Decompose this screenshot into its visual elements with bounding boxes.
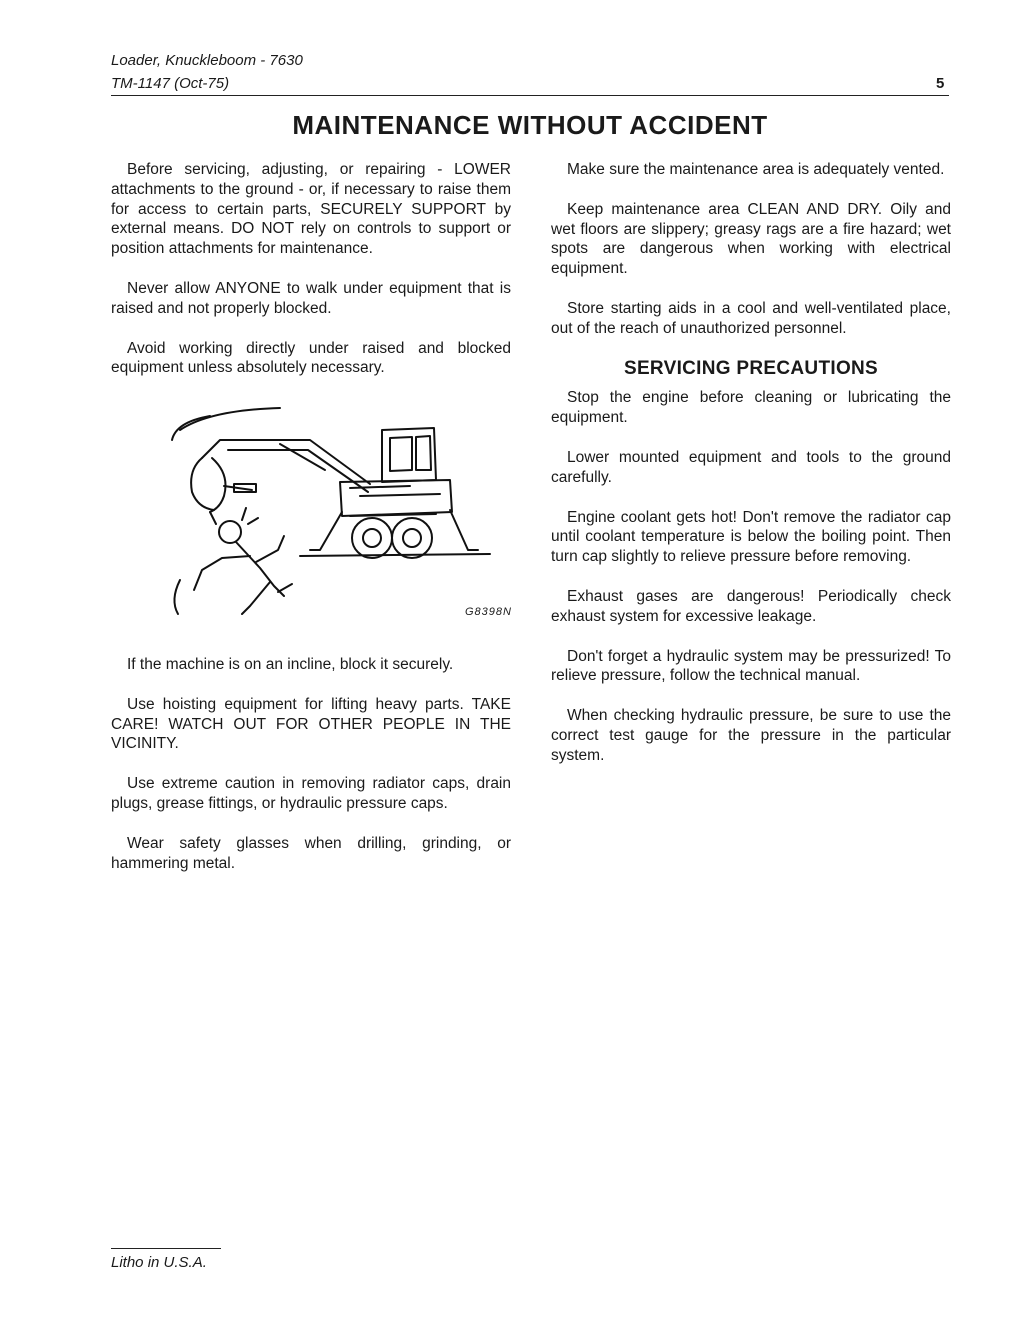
page-title: MAINTENANCE WITHOUT ACCIDENT	[292, 110, 768, 140]
header-divider	[111, 95, 949, 96]
wheel	[352, 518, 392, 558]
paragraph: Never allow ANYONE to walk under equipment that is raised and not properly blocked.	[111, 279, 511, 317]
paragraph: If the machine is on an incline, block it securely.	[127, 656, 454, 673]
paragraph: Use extreme caution in removing radiator caps, drain plugs, grease fittings, or hydraulic pressure caps.	[111, 775, 511, 812]
paragraph: Avoid working directly under raised and blocked equipment unless absolutely necessary.	[111, 339, 511, 377]
paragraph: Lower mounted equipment and tools to the ground carefully.	[551, 448, 951, 486]
header-manual-number: TM-1147 (Oct-75)	[111, 75, 230, 92]
figure-code: G8398N	[465, 606, 512, 618]
paragraph: Exhaust gases are dangerous! Periodically check exhaust system for excessive leakage.	[551, 587, 951, 625]
paragraph: Engine coolant gets hot! Don't remove the radiator cap until coolant temperature is below the boiling point. Then turn cap slightly to relieve pressure before removing.	[551, 508, 951, 566]
outrigger	[310, 512, 342, 550]
machine-body	[340, 480, 452, 516]
section-heading: SERVICING PRECAUTIONS	[623, 357, 879, 379]
right-column	[551, 160, 951, 786]
paragraph: Stop the engine before cleaning or lubricating the equipment.	[551, 389, 951, 427]
paragraph: Wear safety glasses when drilling, grinding, or hammering metal.	[111, 834, 511, 872]
person-head	[219, 521, 241, 543]
left-column-lower	[111, 655, 511, 893]
outrigger	[450, 510, 478, 550]
paragraph: Store starting aids in a cool and well-ventilated place, out of the reach of unauthorized personnel.	[551, 299, 951, 337]
left-column	[111, 160, 511, 398]
paragraph: Before servicing, adjusting, or repairing - LOWER attachments to the ground - or, if necessary to raise them for access to certain parts, SECURELY SUPPORT by external means. DO NOT rely on controls to support or position attachments for maintenance.	[111, 161, 511, 258]
paragraph: When checking hydraulic pressure, be sure to use the correct test gauge for the pressure in the particular system.	[551, 707, 951, 764]
footer-divider	[111, 1248, 221, 1249]
grapple	[191, 458, 214, 510]
header-document-title: Loader, Knuckleboom - 7630	[111, 52, 303, 69]
ground-line	[300, 554, 490, 556]
page-number: 5	[936, 75, 945, 92]
paragraph: Don't forget a hydraulic system may be pressurized! To relieve pressure, follow the technical manual.	[551, 647, 951, 685]
paragraph: Make sure the maintenance area is adequately vented.	[567, 161, 945, 178]
footer-print-note: Litho in U.S.A.	[111, 1254, 207, 1271]
paragraph: Keep maintenance area CLEAN AND DRY. Oily and wet floors are slippery; greasy rags are a fire hazard; wet spots are dangerous when working with electrical equipment.	[551, 200, 951, 278]
knuckleboom-loader-accident-illustration-icon	[150, 400, 510, 630]
wheel	[392, 518, 432, 558]
paragraph: Use hoisting equipment for lifting heavy parts. TAKE CARE! WATCH OUT FOR OTHER PEOPLE IN THE VICINITY.	[111, 695, 511, 753]
